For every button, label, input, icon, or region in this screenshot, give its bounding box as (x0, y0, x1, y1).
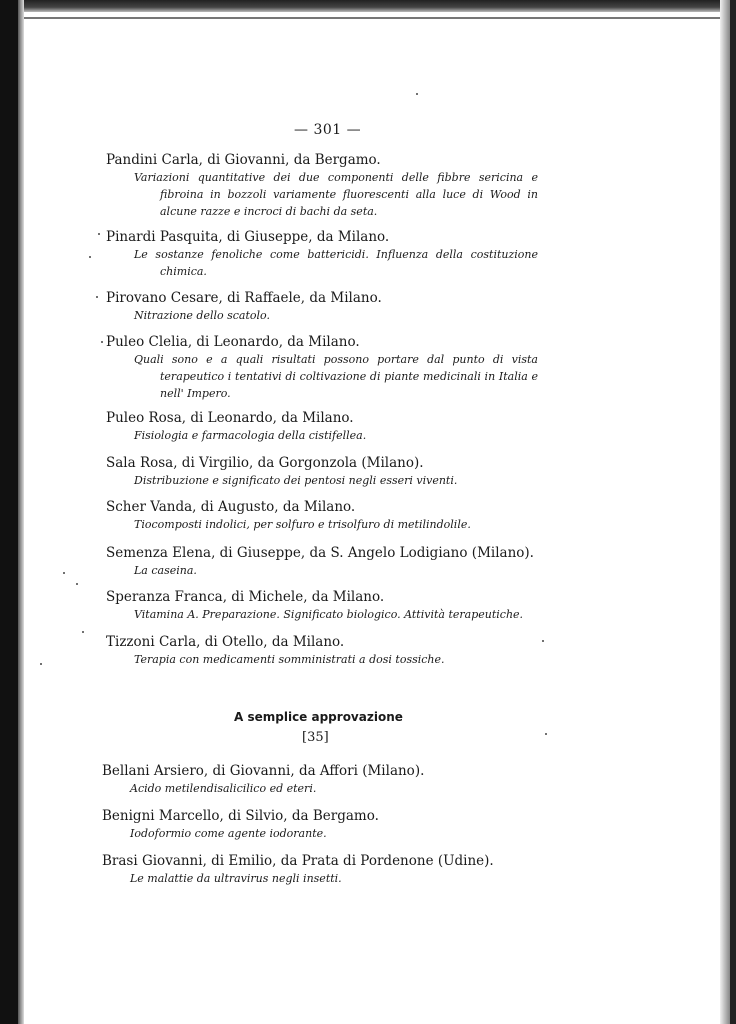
entry-name: Bellani Arsiero, di Giovanni, da Affori (Milano). (102, 763, 425, 779)
scan-speck (63, 572, 65, 574)
entry-name: Pinardi Pasquita, di Giuseppe, da Milano. (106, 229, 390, 245)
list-item (102, 808, 534, 842)
entry-title: Acido metilendisalicilico ed eteri. (130, 782, 317, 795)
scan-speck (40, 663, 42, 665)
entry-title: Variazioni quantitative dei due componenti delle fibbre sericina e fibroina in bozzoli variamente fluorescenti alla luce di Wood in alcune razze e incroci di bachi da seta. (134, 171, 538, 218)
entry-title: Quali sono e a quali risultati possono portare dal punto di vista terapeutico i tentativi di coltivazione di piante medicinali in Italia e nell' Impero. (134, 353, 538, 400)
scan-speck (82, 631, 84, 633)
list-item (106, 545, 538, 579)
scan-speck (98, 233, 100, 235)
scan-speck (416, 93, 418, 95)
list-item (102, 853, 534, 887)
scan-speck (76, 583, 78, 585)
entry-name: Tizzoni Carla, di Otello, da Milano. (106, 634, 345, 650)
list-item (106, 634, 538, 668)
section-heading: A semplice approvazione (234, 710, 403, 724)
entry-name: Puleo Clelia, di Leonardo, da Milano. (106, 334, 360, 350)
scan-speck (545, 733, 547, 735)
list-item (106, 499, 538, 533)
entry-name: Pandini Carla, di Giovanni, da Bergamo. (106, 152, 381, 168)
entry-title: Tiocomposti indolici, per solfuro e trisolfuro di metilindolile. (134, 518, 471, 531)
entry-name: Semenza Elena, di Giuseppe, da S. Angelo Lodigiano (Milano). (106, 545, 534, 561)
entry-title: Iodoformio come agente iodorante. (130, 827, 327, 840)
scan-left-edge (0, 0, 18, 1024)
scan-left-shadow (18, 0, 24, 1024)
scan-speck (542, 640, 544, 642)
entry-name: Sala Rosa, di Virgilio, da Gorgonzola (Milano). (106, 455, 424, 471)
entry-title: Vitamina A. Preparazione. Significato biologico. Attività terapeutiche. (134, 608, 524, 621)
entry-title: Le sostanze fenoliche come battericidi. Influenza della costituzione chimica. (134, 248, 538, 278)
entry-title: Le malattie da ultravirus negli insetti. (130, 872, 342, 885)
entry-title: Nitrazione dello scatolo. (134, 309, 270, 322)
list-item (106, 152, 538, 220)
entry-title: Terapia con medicamenti somministrati a dosi tossiche. (134, 653, 445, 666)
list-item (106, 410, 538, 444)
entry-title: Fisiologia e farmacologia della cistifellea. (134, 429, 367, 442)
entry-name: Benigni Marcello, di Silvio, da Bergamo. (102, 808, 379, 824)
scan-top-rule (24, 17, 724, 19)
entry-title: La caseina. (134, 564, 197, 577)
entry-name: Speranza Franca, di Michele, da Milano. (106, 589, 385, 605)
list-item (106, 229, 538, 280)
scan-speck (89, 256, 91, 258)
list-item (106, 334, 538, 402)
scan-top-edge (0, 0, 736, 12)
page-number: — 301 — (294, 122, 362, 138)
list-item (106, 455, 538, 489)
section-count: [35] (302, 730, 329, 745)
scan-right-border (730, 0, 736, 1024)
entry-name: Brasi Giovanni, di Emilio, da Prata di Pordenone (Udine). (102, 853, 494, 869)
list-item (106, 589, 538, 623)
entry-name: Scher Vanda, di Augusto, da Milano. (106, 499, 356, 515)
entry-title: Distribuzione e significato dei pentosi negli esseri viventi. (134, 474, 458, 487)
scan-speck (101, 341, 103, 343)
entry-name: Pirovano Cesare, di Raffaele, da Milano. (106, 290, 382, 306)
scan-speck (96, 296, 98, 298)
entry-name: Puleo Rosa, di Leonardo, da Milano. (106, 410, 354, 426)
list-item (102, 763, 534, 797)
list-item (106, 290, 538, 324)
